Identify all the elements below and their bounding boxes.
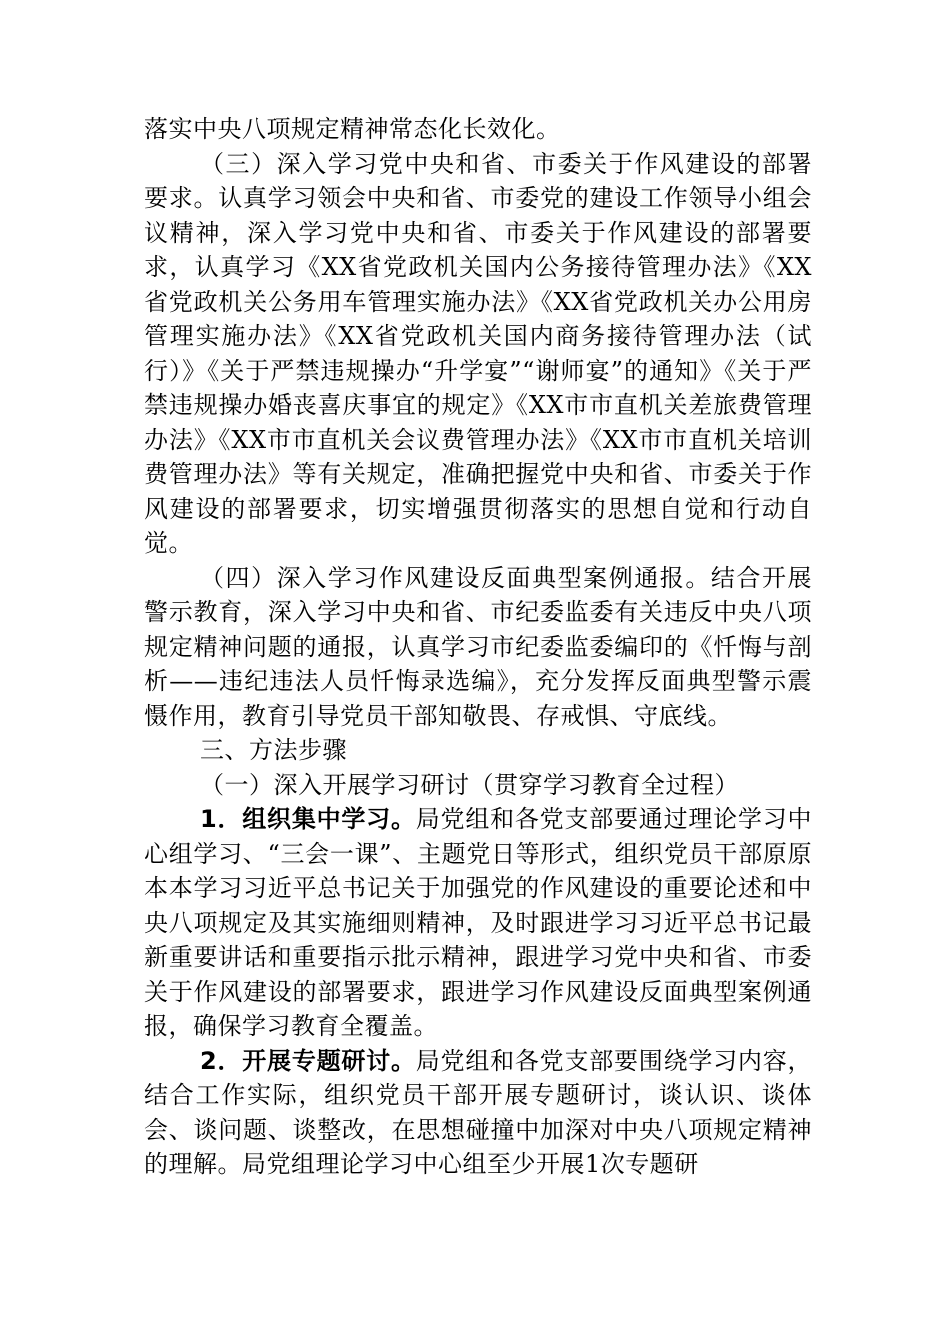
document-page bbox=[144, 112, 812, 1182]
paragraph-item-1 bbox=[144, 802, 812, 1044]
paragraph-item-2 bbox=[144, 1044, 812, 1182]
item-1-lead: 1．组织集中学习。 bbox=[200, 805, 416, 833]
heading-methods: 三、方法步骤 bbox=[200, 736, 347, 764]
paragraph-continuation: 落实中央八项规定精神常态化长效化。 bbox=[144, 115, 561, 143]
item-2-text: 局党组和各党支部要围绕学习内容，结合工作实际，组织党员干部开展专题研讨，谈认识、谈体会、谈问题、谈整改，在思想碰撞中加深对中央八项规定精神的理解。局党组理论学习中心组至少开展1次专题研 bbox=[144, 1046, 812, 1178]
item-2-lead: 2．开展专题研讨。 bbox=[200, 1046, 416, 1075]
subheading-study: （一）深入开展学习研讨（贯穿学习教育全过程） bbox=[200, 770, 739, 799]
paragraph-section-4: （四）深入学习作风建设反面典型案例通报。结合开展警示教育，深入学习中央和省、市纪委监委有关违反中央八项规定精神问题的通报，认真学习市纪委监委编印的《忏悔与剖析——违纪违法人员忏悔录选编》，充分发挥反面典型警示震慑作用，教育引导党员干部知敬畏、存戒惧、守底线。 bbox=[144, 563, 812, 730]
paragraph-section-3: （三）深入学习党中央和省、市委关于作风建设的部署要求。认真学习领会中央和省、市委党的建设工作领导小组会议精神，深入学习党中央和省、市委关于作风建设的部署要求，认真学习《XX省党政机关国内公务接待管理办法》《XX省党政机关公务用车管理实施办法》《XX省党政机关办公用房管理实施办法》《XX省党政机关国内商务接待管理办法（试行）》《关于严禁违规操办“升学宴”“谢师宴”的通知》《关于严禁违规操办婚丧喜庆事宜的规定》《XX市市直机关差旅费管理办法》《XX市市直机关会议费管理办法》《XX市市直机关培训费管理办法》等有关规定，准确把握党中央和省、市委关于作风建设的部署要求，切实增强贯彻落实的思想自觉和行动自觉。 bbox=[144, 149, 812, 557]
item-1-text: 局党组和各党支部要通过理论学习中心组学习、“三会一课”、主题党日等形式，组织党员干部原原本本学习习近平总书记关于加强党的作风建设的重要论述和中央八项规定及其实施细则精神，及时跟进学习习近平总书记最新重要讲话和重要指示批示精神，跟进学习党中央和省、市委关于作风建设的部署要求，跟进学习作风建设反面典型案例通报，确保学习教育全覆盖。 bbox=[144, 805, 812, 1040]
